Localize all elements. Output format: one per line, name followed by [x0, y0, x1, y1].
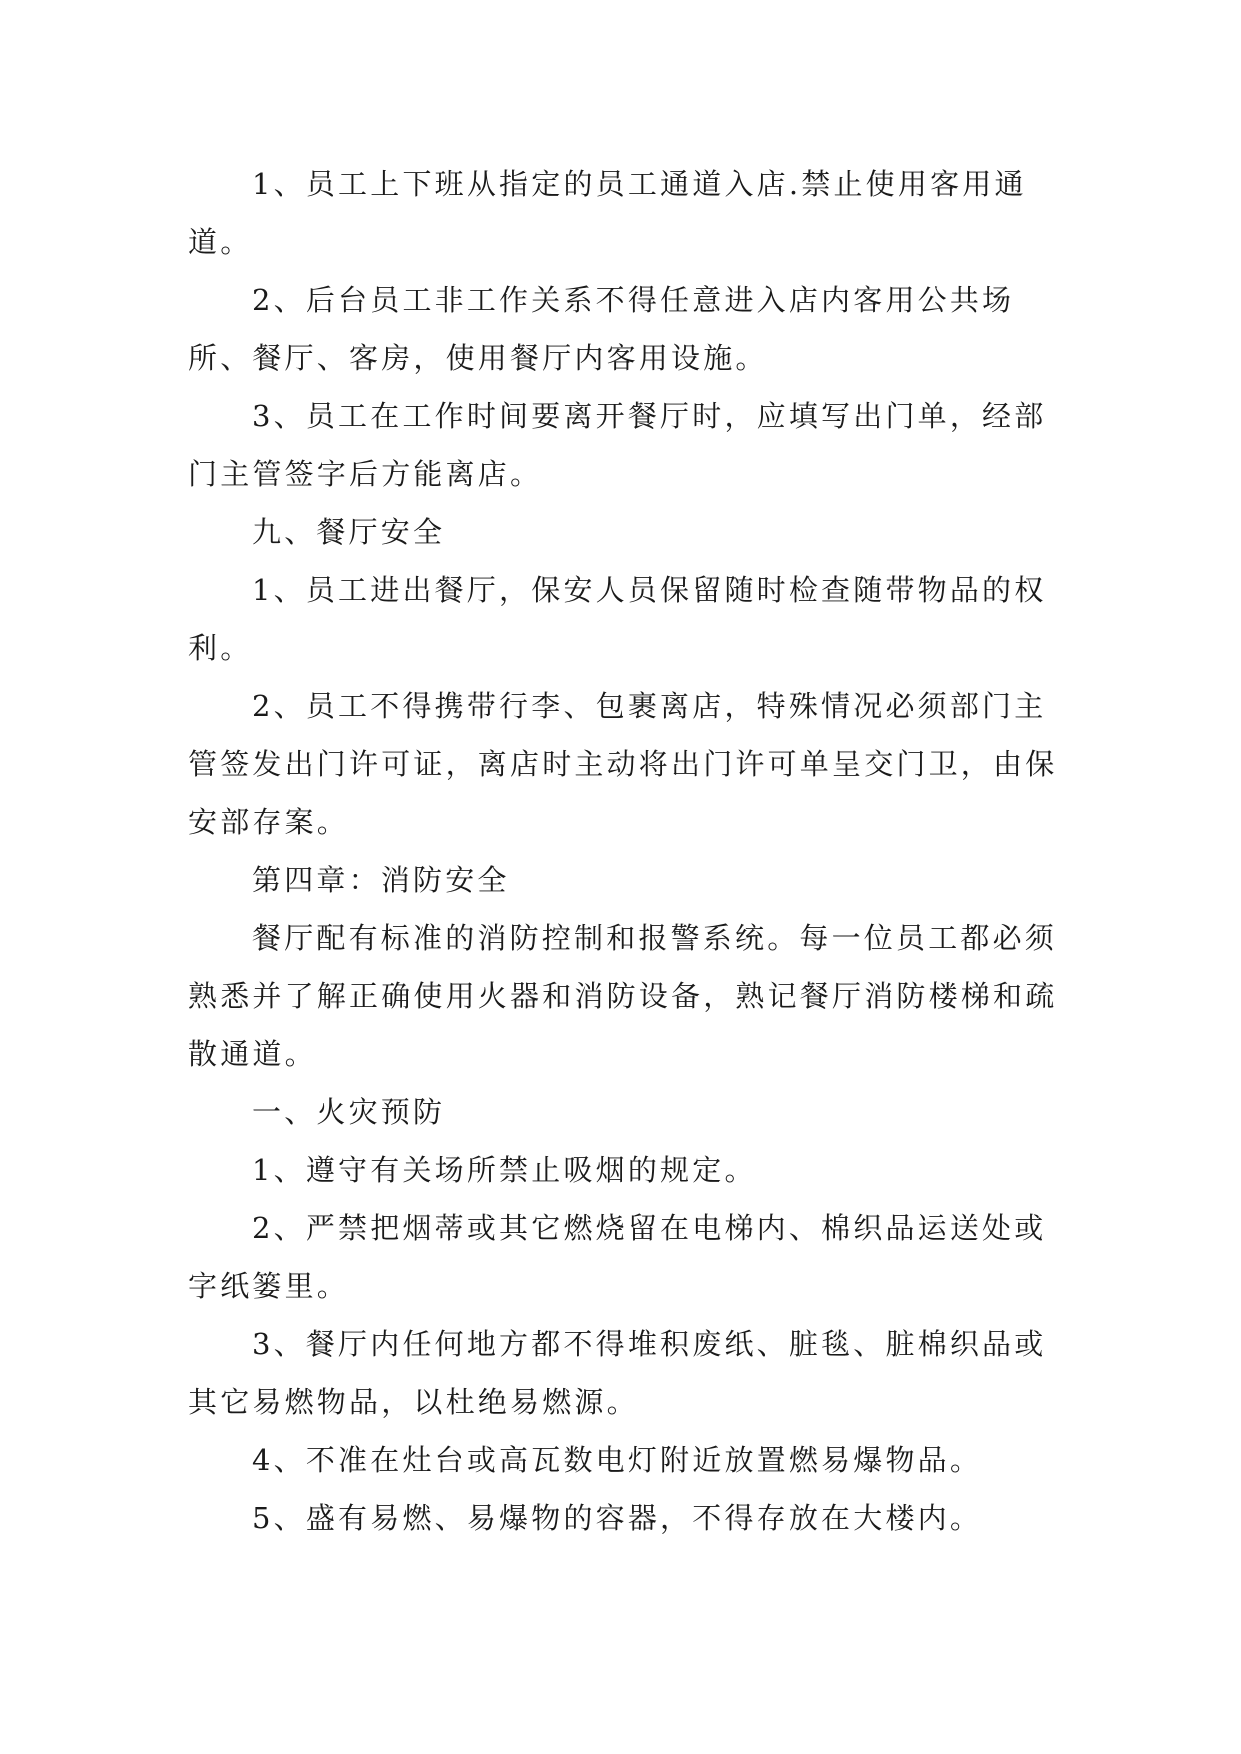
paragraph-staff-entrance: 1、员工上下班从指定的员工通道入店.禁止使用客用通道。	[188, 167, 1027, 259]
paragraph-cigarette-butts: 2、严禁把烟蒂或其它燃烧留在电梯内、棉织品运送处或字纸篓里。	[188, 1211, 1047, 1303]
chapter-heading-fire-safety: 第四章：消防安全	[252, 863, 510, 897]
paragraph-flammable-waste: 3、餐厅内任何地方都不得堆积废纸、脏毯、脏棉织品或其它易燃物品，以杜绝易燃源。	[188, 1327, 1047, 1419]
document-body	[188, 155, 1058, 1547]
paragraph-stove-lamps: 4、不准在灶台或高瓦数电灯附近放置燃易爆物品。	[252, 1443, 983, 1477]
paragraph-backstage-staff: 2、后台员工非工作关系不得任意进入店内客用公共场所、餐厅、客房，使用餐厅内客用设施。	[188, 283, 1015, 375]
section-heading-fire-prevention: 一、火灾预防	[252, 1095, 446, 1129]
paragraph-no-smoking: 1、遵守有关场所禁止吸烟的规定。	[252, 1153, 757, 1187]
paragraph-fire-system: 餐厅配有标准的消防控制和报警系统。每一位员工都必须熟悉并了解正确使用火器和消防设备，熟记餐厅消防楼梯和疏散通道。	[188, 921, 1058, 1071]
paragraph-luggage-rule: 2、员工不得携带行李、包裹离店，特殊情况必须部门主管签发出门许可证，离店时主动将出门许可单呈交门卫，由保安部存案。	[188, 689, 1058, 839]
section-heading-restaurant-safety: 九、餐厅安全	[252, 515, 446, 549]
paragraph-security-check: 1、员工进出餐厅，保安人员保留随时检查随带物品的权利。	[188, 573, 1047, 665]
paragraph-leave-during-work: 3、员工在工作时间要离开餐厅时，应填写出门单，经部门主管签字后方能离店。	[188, 399, 1047, 491]
paragraph-flammable-containers: 5、盛有易燃、易爆物的容器，不得存放在大楼内。	[252, 1501, 983, 1535]
